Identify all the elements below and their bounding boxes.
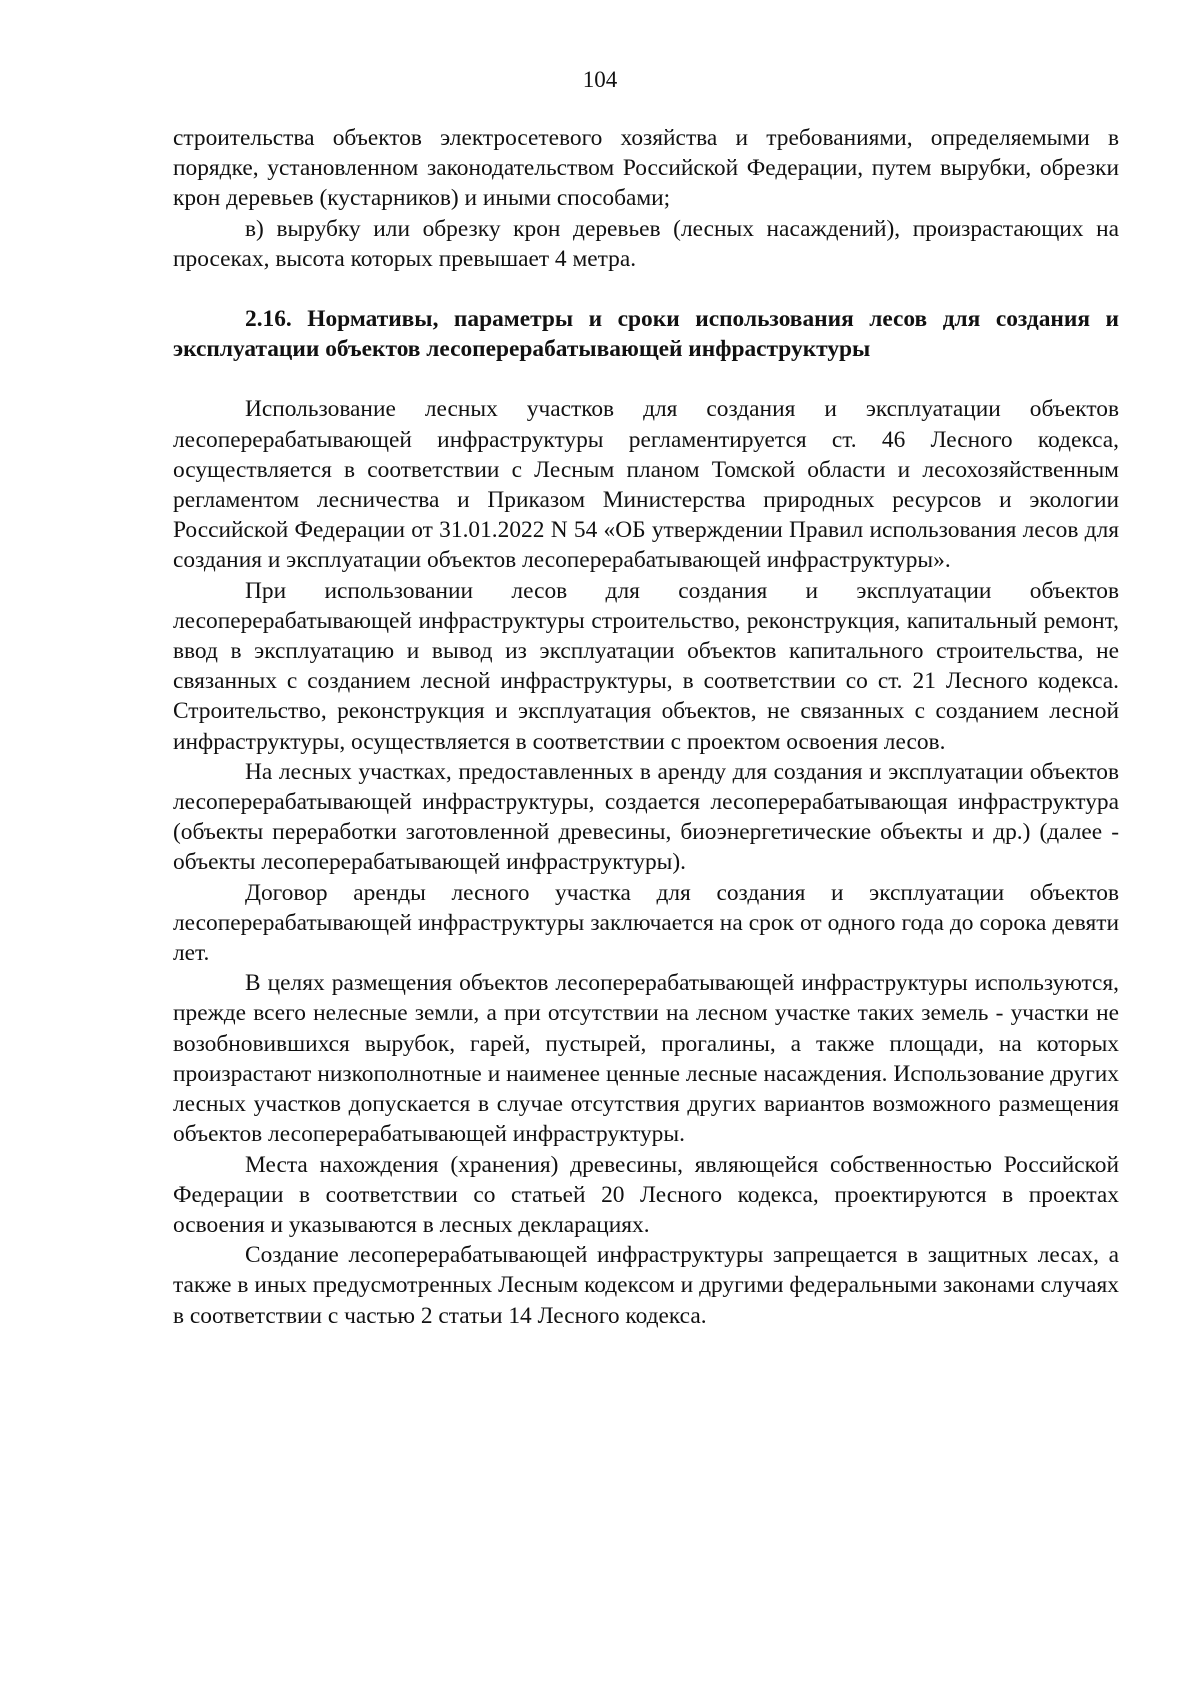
page-number: 104 [582,67,618,92]
section-paragraph: Использование лесных участков для создания и эксплуатации объектов лесоперерабатывающей инфраструктуры регламентируется ст. 46 Лесного кодекса, осуществляется в соответствии с Лесным планом Томской области и лесохозяйственным регламентом лесничества и Приказом Министерства природных ресурсов и экологии Российской Федерации от 31.01.2022 N 54 «ОБ утверждении Правил использования лесов для создания и эксплуатации объектов лесоперерабатывающей инфраструктуры». [173,396,1119,574]
section-paragraph: В целях размещения объектов лесоперерабатывающей инфраструктуры используются, прежде всего нелесные земли, а при отсутствии на лесном участке таких земель - участки не возобновившихся вырубок, гарей, пустырей, прогалины, а также площади, на которых произрастают низкополнотные и наименее ценные лесные насаждения. Использование других лесных участков допускается в случае отсутствия других вариантов возможного размещения объектов лесоперерабатывающей инфраструктуры. [173,970,1119,1148]
section-paragraph: Места нахождения (хранения) древесины, являющейся собственностью Российской Федерации в соответствии со статьей 20 Лесного кодекса, проектируются в проектах освоения и указываются в лесных декларациях. [173,1151,1119,1238]
section-paragraph: При использовании лесов для создания и эксплуатации объектов лесоперерабатывающей инфраструктуры строительство, реконструкция, капитальный ремонт, ввод в эксплуатацию и вывод из эксплуатации объектов капитального строительства, не связанных с созданием лесной инфраструктуры, в соответствии со ст. 21 Лесного кодекса. Строительство, реконструкция и эксплуатация объектов, не связанных с созданием лесной инфраструктуры, осуществляется в соответствии с проектом освоения лесов. [173,577,1119,755]
paragraph-b-continuation: строительства объектов электросетевого хозяйства и требованиями, определяемыми в порядке, установленном законодательством Российской Федерации, путем вырубки, обрезки крон деревьев (кустарников) и иными способами; [173,125,1119,212]
page-content [173,123,1119,1331]
section-heading: 2.16. Нормативы, параметры и сроки использования лесов для создания и эксплуатации объектов лесоперерабатывающей инфраструктуры [173,306,1119,363]
paragraph-v: в) вырубку или обрезку крон деревьев (лесных насаждений), произрастающих на просеках, высота которых превышает 4 метра. [173,215,1119,272]
section-paragraph: Договор аренды лесного участка для создания и эксплуатации объектов лесоперерабатывающей инфраструктуры заключается на срок от одного года до сорока девяти лет. [173,879,1119,967]
section-paragraph: Создание лесоперерабатывающей инфраструктуры запрещается в защитных лесах, а также в иных предусмотренных Лесным кодексом и другими федеральными законами случаях в соответствии с частью 2 статьи 14 Лесного кодекса. [173,1242,1119,1329]
section-paragraph: На лесных участках, предоставленных в аренду для создания и эксплуатации объектов лесоперерабатывающей инфраструктуры, создается лесоперерабатывающая инфраструктура (объекты переработки заготовленной древесины, биоэнергетические объекты и др.) (далее - объекты лесоперерабатывающей инфраструктуры). [173,758,1119,876]
